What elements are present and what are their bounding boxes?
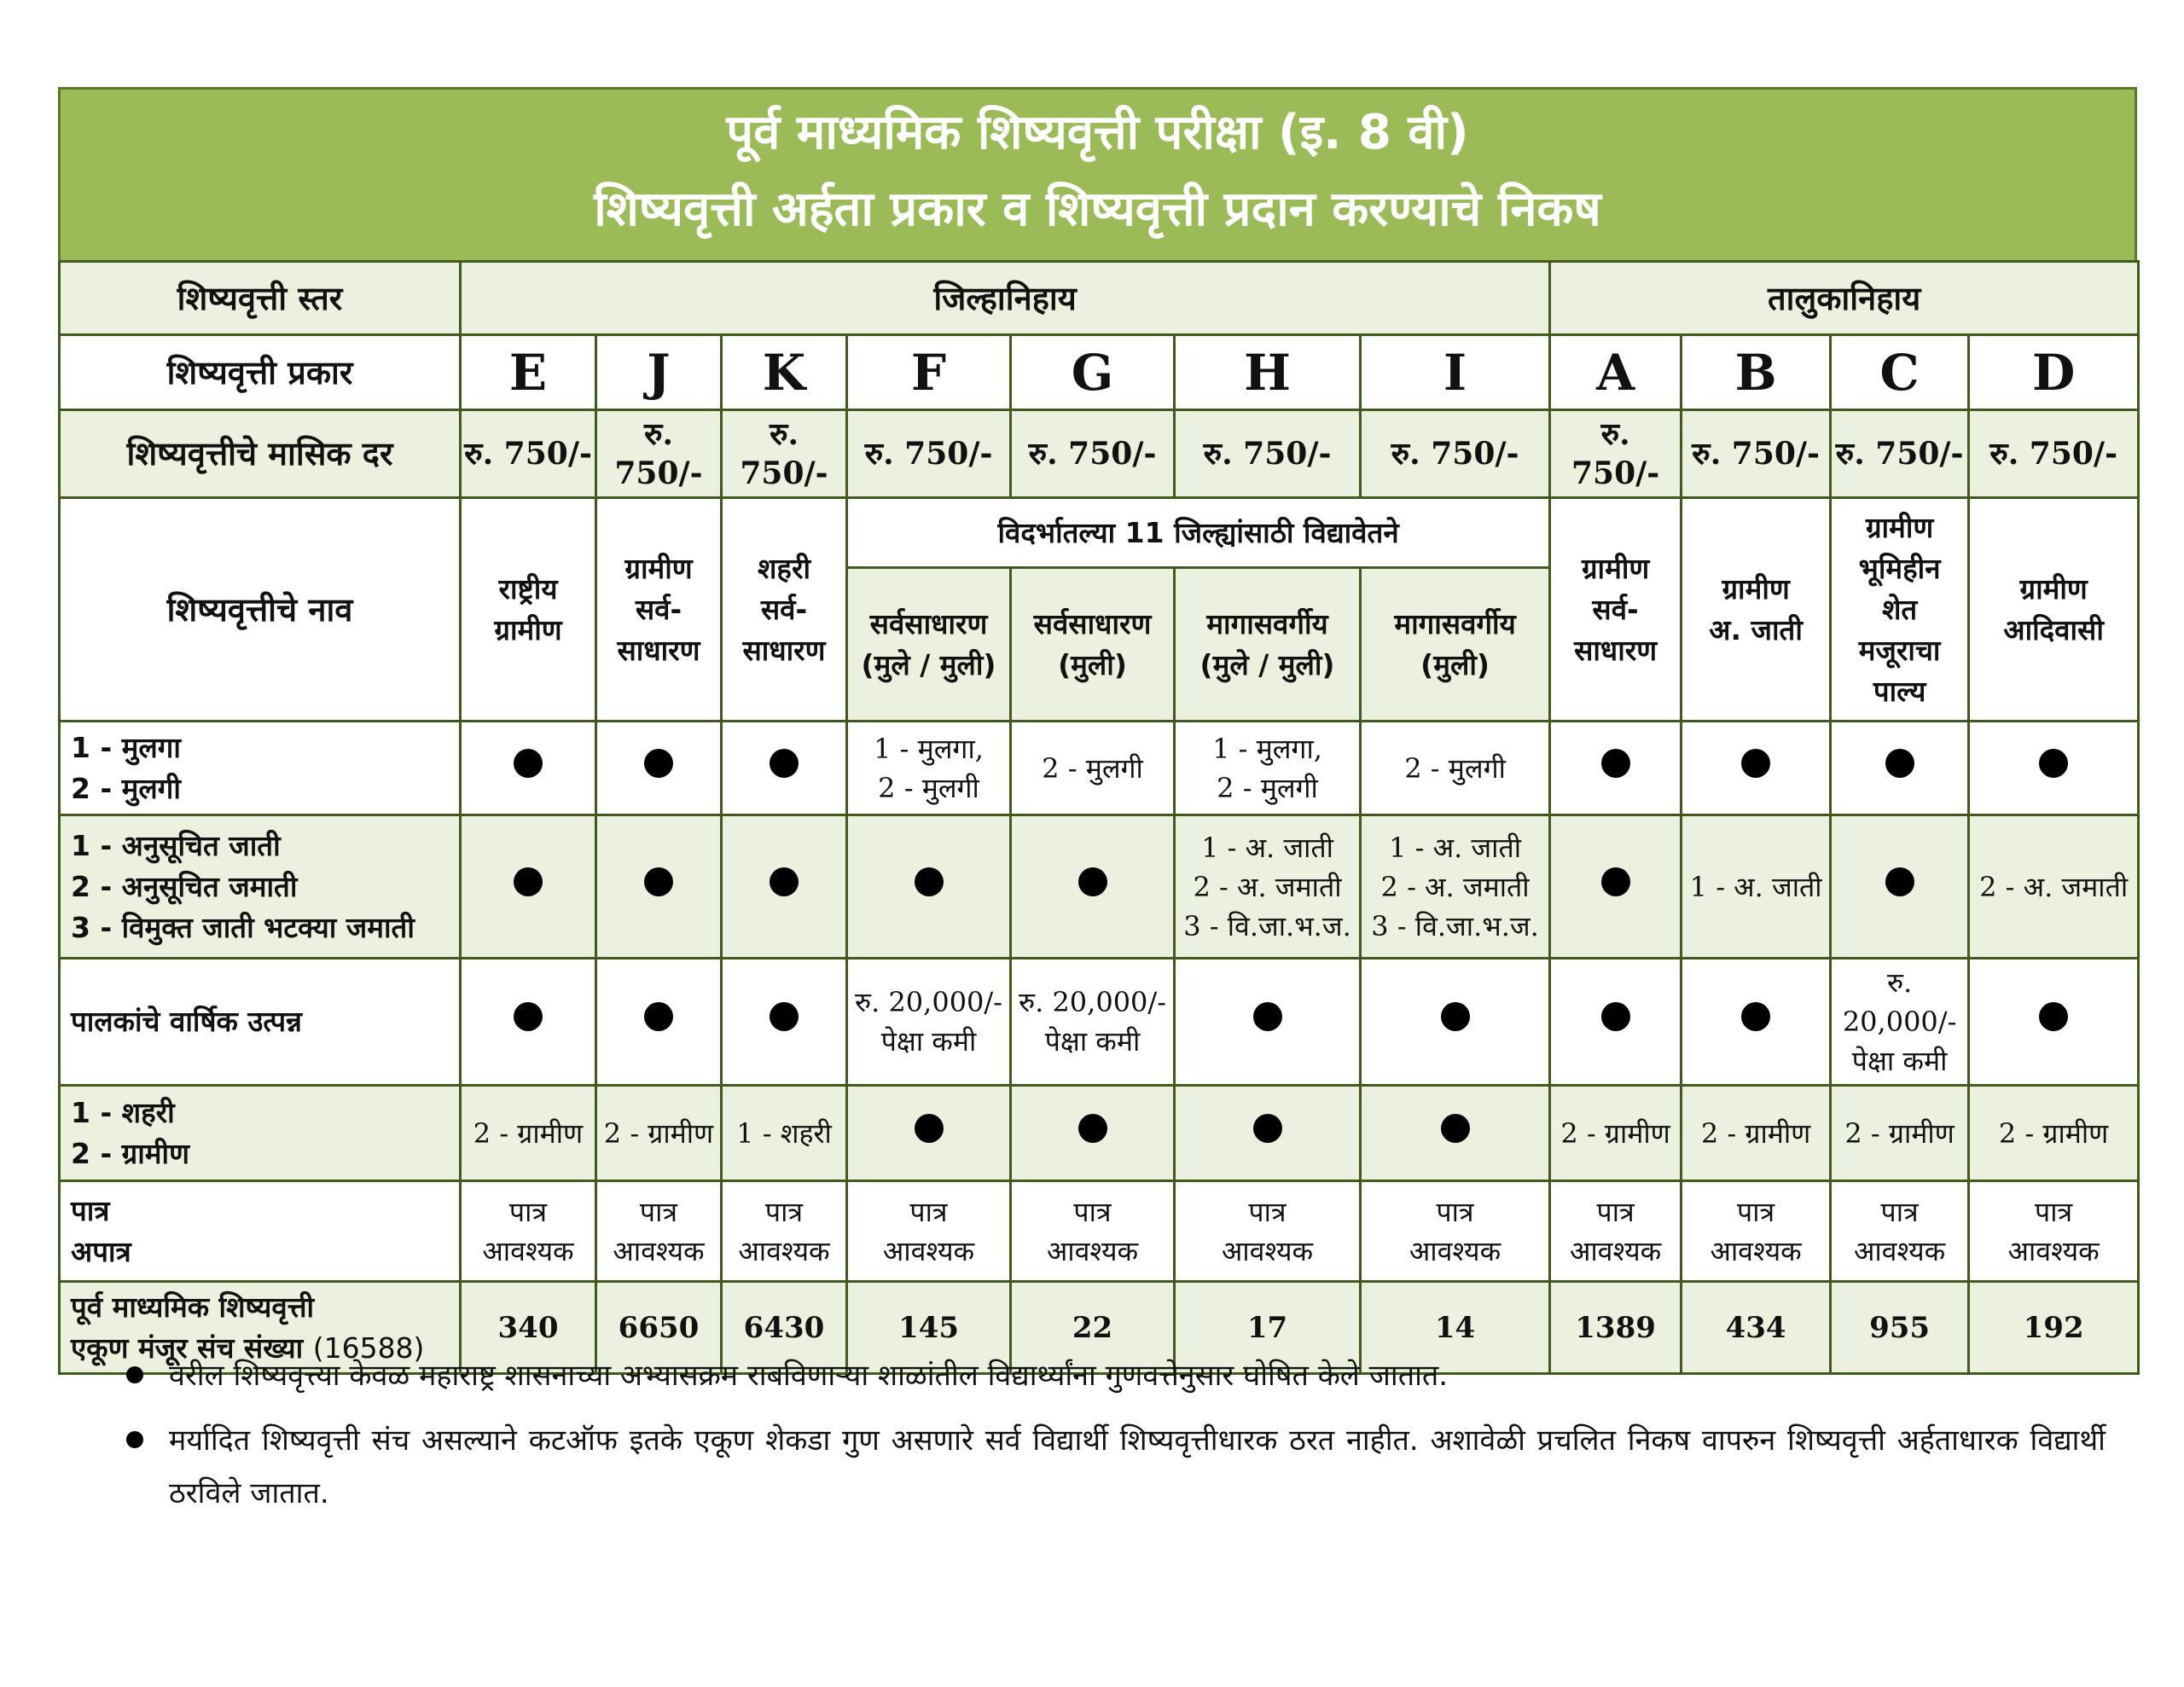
dot-icon — [770, 1002, 799, 1031]
name-F: सर्वसाधारण (मुले / मुली) — [847, 568, 1011, 722]
row-caste — [60, 815, 2139, 959]
eligible-cell: पात्र आवश्यक — [1831, 1181, 1969, 1282]
cell-G — [1011, 815, 1175, 959]
sanctioned-value: 434 — [1682, 1282, 1831, 1374]
cell-D — [1969, 722, 2139, 815]
rate-cell: रु. 750/- — [1361, 410, 1550, 498]
cell-B: 1 - अ. जाती — [1682, 815, 1831, 959]
cell-H — [1175, 959, 1361, 1086]
dot-icon — [1601, 749, 1630, 778]
row-monthly-rate — [60, 410, 2139, 498]
row-label-area: 1 - शहरी 2 - ग्रामीण — [60, 1086, 461, 1181]
cell-K — [722, 959, 847, 1086]
row-label-caste: 1 - अनुसूचित जाती 2 - अनुसूचित जमाती 3 - विमुक्त जाती भटक्या जमाती — [60, 815, 461, 959]
eligible-cell: पात्र आवश्यक — [847, 1181, 1011, 1282]
eligible-cell: पात्र आवश्यक — [722, 1181, 847, 1282]
cell-K — [722, 722, 847, 815]
sanctioned-total: (16588) — [312, 1330, 425, 1365]
eligible-cell: पात्र आवश्यक — [1969, 1181, 2139, 1282]
sanctioned-value: 1389 — [1550, 1282, 1682, 1374]
type-code: I — [1361, 335, 1550, 410]
rate-cell: रु. 750/- — [722, 410, 847, 498]
cell-F: रु. 20,000/- पेक्षा कमी — [847, 959, 1011, 1086]
cell-D: 2 - अ. जमाती — [1969, 815, 2139, 959]
cell-I — [1361, 959, 1550, 1086]
notes-list — [58, 1349, 2106, 1532]
dot-icon — [1741, 749, 1770, 778]
cell-C: रु. 20,000/- पेक्षा कमी — [1831, 959, 1969, 1086]
name-C: ग्रामीण भूमिहीन शेत मजूराचा पाल्य — [1831, 498, 1969, 722]
row-label-gender: 1 - मुलगा 2 - मुलगी — [60, 722, 461, 815]
cell-H: 1 - अ. जाती 2 - अ. जमाती 3 - वि.जा.भ.ज. — [1175, 815, 1361, 959]
cell-B: 2 - ग्रामीण — [1682, 1086, 1831, 1181]
dot-icon — [644, 1002, 673, 1031]
rate-cell: रु. 750/- — [1175, 410, 1361, 498]
cell-C — [1831, 815, 1969, 959]
criteria-table — [58, 260, 2140, 1375]
cell-I: 2 - मुलगी — [1361, 722, 1550, 815]
name-B: ग्रामीण अ. जाती — [1682, 498, 1831, 722]
dot-icon — [1078, 1114, 1107, 1143]
dot-icon — [915, 1114, 944, 1143]
bullet-icon — [126, 1431, 143, 1448]
title-banner — [58, 87, 2137, 260]
sanctioned-value: 6650 — [596, 1282, 722, 1374]
sanctioned-value: 145 — [847, 1282, 1011, 1374]
scholarship-criteria-sheet — [58, 87, 2137, 1375]
dot-icon — [915, 867, 944, 896]
name-H: मागासवर्गीय (मुले / मुली) — [1175, 568, 1361, 722]
dot-icon — [1741, 1002, 1770, 1031]
rate-cell: रु. 750/- — [847, 410, 1011, 498]
dot-icon — [1078, 867, 1107, 896]
cell-I — [1361, 1086, 1550, 1181]
dot-icon — [644, 749, 673, 778]
type-code: C — [1831, 335, 1969, 410]
rate-cell: रु. 750/- — [1011, 410, 1175, 498]
row-label-level: शिष्यवृत्ती स्तर — [60, 262, 461, 335]
type-code: B — [1682, 335, 1831, 410]
cell-J — [596, 722, 722, 815]
cell-F — [847, 1086, 1011, 1181]
dot-icon — [1885, 867, 1914, 896]
row-scholarship-level — [60, 262, 2139, 335]
cell-C — [1831, 722, 1969, 815]
rate-cell: रु. 750/- — [1831, 410, 1969, 498]
eligible-cell: पात्र आवश्यक — [1550, 1181, 1682, 1282]
row-scholarship-type — [60, 335, 2139, 410]
sanctioned-value: 22 — [1011, 1282, 1175, 1374]
type-code: E — [461, 335, 596, 410]
rate-cell: रु. 750/- — [1969, 410, 2139, 498]
note-item — [58, 1349, 2106, 1402]
cell-J: 2 - ग्रामीण — [596, 1086, 722, 1181]
row-area — [60, 1086, 2139, 1181]
cell-A: 2 - ग्रामीण — [1550, 1086, 1682, 1181]
dot-icon — [1441, 1114, 1470, 1143]
cell-F: 1 - मुलगा, 2 - मुलगी — [847, 722, 1011, 815]
cell-B — [1682, 722, 1831, 815]
note-item — [58, 1414, 2106, 1520]
dot-icon — [1441, 1002, 1470, 1031]
row-eligibility — [60, 1181, 2139, 1282]
sanctioned-value: 14 — [1361, 1282, 1550, 1374]
title-line-2: शिष्यवृत्ती अर्हता प्रकार व शिष्यवृत्ती प्रदान करण्याचे निकष — [594, 182, 1601, 237]
cell-B — [1682, 959, 1831, 1086]
dot-icon — [2039, 1002, 2068, 1031]
note-text: मर्यादित शिष्यवृत्ती संच असल्याने कटऑफ इतके एकूण शेकडा गुण असणारे सर्व विद्यार्थी शिष्यवृत्तीधारक ठरत नाहीत. अशावेळी प्रचलित निकष वापरुन शिष्यवृत्ती अर्हताधारक विद्यार्थी ठरविले जातात. — [169, 1423, 2106, 1510]
cell-E: 2 - ग्रामीण — [461, 1086, 596, 1181]
dot-icon — [1253, 1114, 1282, 1143]
sanctioned-value: 6430 — [722, 1282, 847, 1374]
cell-H — [1175, 1086, 1361, 1181]
rate-cell: रु. 750/- — [1682, 410, 1831, 498]
type-code: G — [1011, 335, 1175, 410]
cell-H: 1 - मुलगा, 2 - मुलगी — [1175, 722, 1361, 815]
row-label-rate: शिष्यवृत्तीचे मासिक दर — [60, 410, 461, 498]
dot-icon — [514, 867, 543, 896]
cell-E — [461, 722, 596, 815]
eligible-cell: पात्र आवश्यक — [1682, 1181, 1831, 1282]
type-code: A — [1550, 335, 1682, 410]
cell-G: 2 - मुलगी — [1011, 722, 1175, 815]
eligible-cell: पात्र आवश्यक — [461, 1181, 596, 1282]
row-income — [60, 959, 2139, 1086]
cell-A — [1550, 722, 1682, 815]
row-scholarship-name — [60, 498, 2139, 568]
name-J: ग्रामीण सर्व- साधारण — [596, 498, 722, 722]
rate-cell: रु. 750/- — [461, 410, 596, 498]
eligible-cell: पात्र आवश्यक — [1175, 1181, 1361, 1282]
cell-J — [596, 815, 722, 959]
bullet-icon — [126, 1366, 143, 1383]
vidarbha-header: विदर्भातल्या 11 जिल्ह्यांसाठी विद्यावेतने — [847, 498, 1550, 568]
cell-K: 1 - शहरी — [722, 1086, 847, 1181]
name-I: मागासवर्गीय (मुली) — [1361, 568, 1550, 722]
rate-cell: रु. 750/- — [596, 410, 722, 498]
cell-J — [596, 959, 722, 1086]
type-code: F — [847, 335, 1011, 410]
type-code: H — [1175, 335, 1361, 410]
dot-icon — [644, 867, 673, 896]
row-label-type: शिष्यवृत्ती प्रकार — [60, 335, 461, 410]
dot-icon — [514, 749, 543, 778]
cell-F — [847, 815, 1011, 959]
name-D: ग्रामीण आदिवासी — [1969, 498, 2139, 722]
dot-icon — [1253, 1002, 1282, 1031]
cell-D: 2 - ग्रामीण — [1969, 1086, 2139, 1181]
sanctioned-value: 955 — [1831, 1282, 1969, 1374]
dot-icon — [1601, 867, 1630, 896]
cell-D — [1969, 959, 2139, 1086]
cell-K — [722, 815, 847, 959]
dot-icon — [770, 867, 799, 896]
row-label-sanctioned: पूर्व माध्यमिक शिष्यवृत्ती एकूण मंजूर संच संख्या (16588) — [60, 1282, 461, 1374]
cell-E — [461, 959, 596, 1086]
cell-C: 2 - ग्रामीण — [1831, 1086, 1969, 1181]
cell-I: 1 - अ. जाती 2 - अ. जमाती 3 - वि.जा.भ.ज. — [1361, 815, 1550, 959]
cell-G: रु. 20,000/- पेक्षा कमी — [1011, 959, 1175, 1086]
level-district: जिल्हानिहाय — [461, 262, 1550, 335]
dot-icon — [1601, 1002, 1630, 1031]
cell-E — [461, 815, 596, 959]
cell-G — [1011, 1086, 1175, 1181]
sanctioned-value: 192 — [1969, 1282, 2139, 1374]
note-text: वरील शिष्यवृत्त्या केवळ महाराष्ट्र शासनाच्या अभ्यासक्रम राबविणाऱ्या शाळांतील विद्यार्थ्यांना गुणवत्तेनुसार घोषित केले जातात. — [169, 1359, 1449, 1393]
sanctioned-value: 340 — [461, 1282, 596, 1374]
title-line-1: पूर्व माध्यमिक शिष्यवृत्ती परीक्षा (इ. 8 वी) — [726, 105, 1469, 160]
type-code: J — [596, 335, 722, 410]
eligible-cell: पात्र आवश्यक — [1011, 1181, 1175, 1282]
name-G: सर्वसाधारण (मुली) — [1011, 568, 1175, 722]
level-taluka: तालुकानिहाय — [1550, 262, 2139, 335]
row-gender — [60, 722, 2139, 815]
cell-A — [1550, 815, 1682, 959]
type-code: K — [722, 335, 847, 410]
eligible-cell: पात्र आवश्यक — [596, 1181, 722, 1282]
cell-A — [1550, 959, 1682, 1086]
eligible-cell: पात्र आवश्यक — [1361, 1181, 1550, 1282]
row-label-name: शिष्यवृत्तीचे नाव — [60, 498, 461, 722]
row-label-eligibility: पात्र अपात्र — [60, 1181, 461, 1282]
name-K: शहरी सर्व- साधारण — [722, 498, 847, 722]
dot-icon — [1885, 749, 1914, 778]
dot-icon — [514, 1002, 543, 1031]
name-A: ग्रामीण सर्व- साधारण — [1550, 498, 1682, 722]
dot-icon — [2039, 749, 2068, 778]
row-label-income: पालकांचे वार्षिक उत्पन्न — [60, 959, 461, 1086]
type-code: D — [1969, 335, 2139, 410]
name-E: राष्ट्रीय ग्रामीण — [461, 498, 596, 722]
dot-icon — [770, 749, 799, 778]
sanctioned-value: 17 — [1175, 1282, 1361, 1374]
rate-cell: रु. 750/- — [1550, 410, 1682, 498]
